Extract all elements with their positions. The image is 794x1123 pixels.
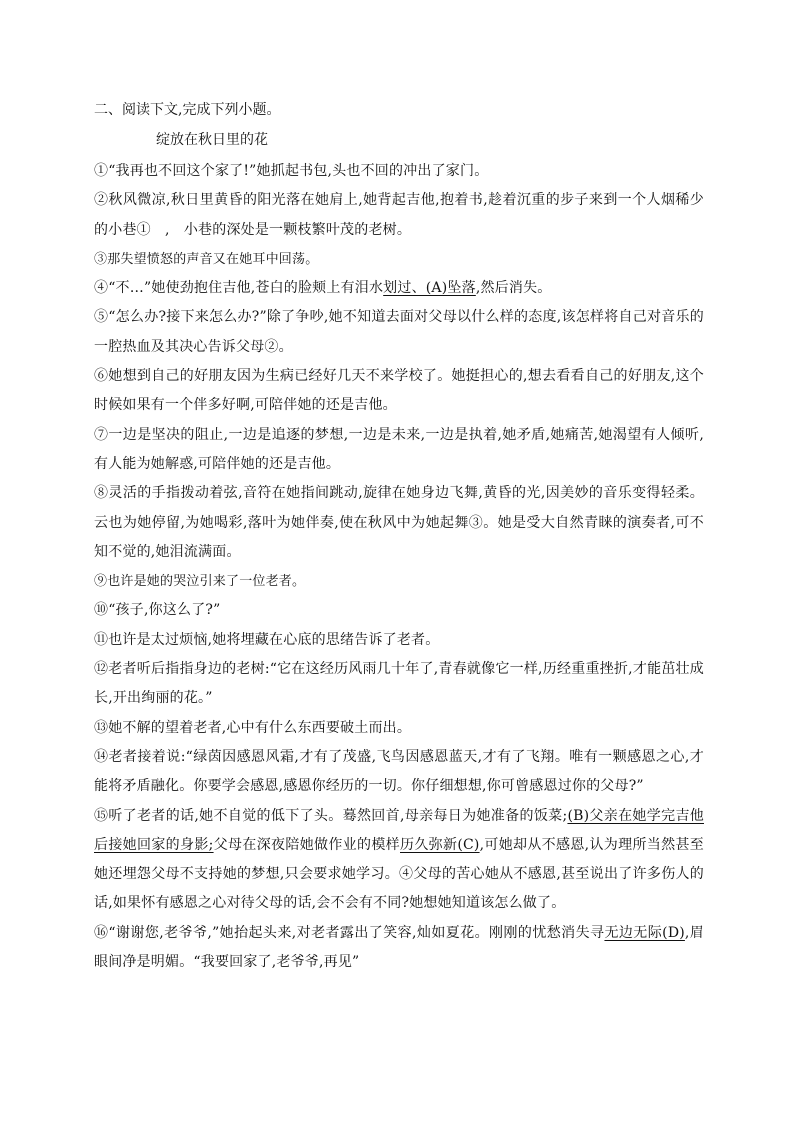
paragraph-3: ③那失望愤怒的声音又在她耳中回荡。 [94,251,319,267]
paragraph-2: ②秋风微凉,秋日里黄昏的阳光落在她肩上,她背起吉他,抱着书,趁着沉重的步子来到一个人烟稀少的小巷① , 小巷的深处是一颗枝繁叶茂的老树。 [94,192,704,238]
paragraph-4-text-a: ④“不…”她使劲抱住吉他,苍白的脸颊上有泪水 [94,280,384,297]
paragraph-15-text-b: 父母在深夜陪她做作业的模样 [213,836,401,853]
paragraph-5: ⑤“怎么办?接下来怎么办?”除了争吵,她不知道去面对父母以什么样的态度,该怎样将自己对音乐的一腔热血及其决心告诉父母②。 [94,309,704,355]
paragraph-15-text-a: ⑮听了老者的话,她不自觉的低下了头。蓦然回首,母亲每日为她准备的饭菜; [94,807,568,824]
paragraph-16-text-b: ,眉眼间净是明媚。“我要回家了,老爷爷,再见” [94,924,704,971]
paragraph-16-text-a: ⑯“谢谢您,老爷爷,”她抬起头来,对老者露出了笑容,灿如夏花。刚刚的忧愁消失寻 [94,924,605,941]
paragraph-7: ⑦一边是坚决的阻止,一边是追逐的梦想,一边是未来,一边是执着,她矛盾,她痛苦,她渴望有人倾听,有人能为她解惑,可陪伴她的还是吉他。 [94,426,704,472]
paragraph-11: ⑪也许是太过烦恼,她将埋藏在心底的思绪告诉了老者。 [94,631,440,648]
paragraph-4-text-b: ,然后消失。 [475,280,552,297]
paragraph-13: ⑬她不解的望着老者,心中有什么东西要破土而出。 [94,719,412,736]
paragraph-1: ①“我再也不回这个家了!”她抓起书包,头也不回的冲出了家门。 [94,163,489,179]
paragraph-15 [94,802,704,919]
paragraph-15-text-c: ,可她却从不感恩,认为理所当然甚至她还埋怨父母不支持她的梦想,只会要求她学习。④父母的苦心她从不感恩,甚至说出了许多伤人的话,如果怀有感恩之心对待父母的话,会不会有不同?她想她知道该怎么做了。 [94,836,704,912]
story-title: 绽放在秋日里的花 [156,132,268,148]
paragraph-15-underlined-b: (B)父亲在她学完吉他后接她回家的身影; [94,807,704,853]
paragraph-10: ⑩“孩子,你这么了?” [94,602,221,619]
paragraph-16-underlined-d: 无边无际(D) [604,924,685,941]
paragraph-4-underlined-a: 划过、(A)坠落 [383,280,476,297]
paragraph-12: ⑫老者听后指指身边的老树:“它在这经历风雨几十年了,青春就像它一样,历经重重挫折,才能茁壮成长,开出绚丽的花。” [94,661,704,707]
paragraph-15-underlined-c: 历久弥新(C) [400,836,480,853]
paragraph-6: ⑥她想到自己的好朋友因为生病已经好几天不来学校了。她挺担心的,想去看看自己的好朋友,这个时候如果有一个伴多好啊,可陪伴她的还是吉他。 [94,368,704,414]
paragraph-9: ⑨也许是她的哭泣引来了一位老者。 [94,574,306,590]
paragraph-8: ⑧灵活的手指拨动着弦,音符在她指间跳动,旋律在她身边飞舞,黄昏的光,因美妙的音乐变得轻柔。云也为她停留,为她喝彩,落叶为她伴奏,使在秋风中为她起舞③。她是受大自然青睐的演奏者,可不知不觉的,她泪流满面。 [94,485,704,560]
paragraph-16 [94,919,704,978]
section-heading: 二、阅读下文,完成下列小题。 [94,102,281,118]
document-content [94,98,704,977]
paragraph-4 [94,274,704,303]
paragraph-14: ⑭老者接着说:“绿茵因感恩风霜,才有了茂盛,飞鸟因感恩蓝天,才有了飞翔。唯有一颗感恩之心,才能将矛盾融化。你要学会感恩,感恩你经历的一切。你仔细想想,你可曾感恩过你的父母?” [94,748,704,795]
